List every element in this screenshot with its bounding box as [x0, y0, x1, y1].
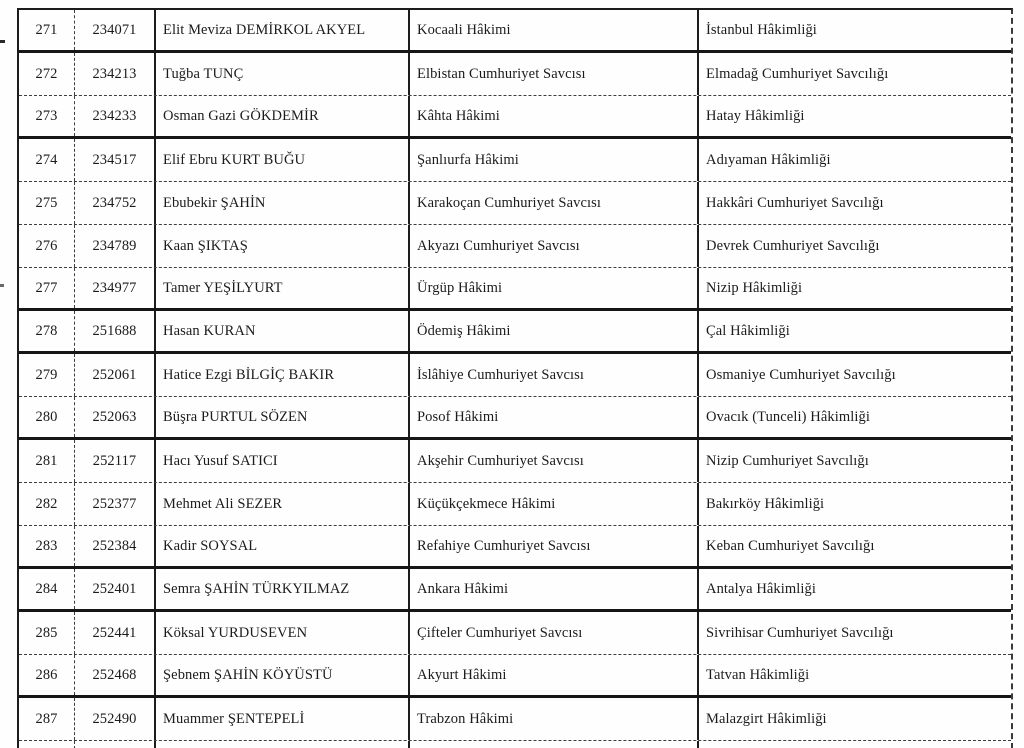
- assigned-post-cell: Elmadağ Cumhuriyet Savcılığı: [706, 65, 889, 82]
- assigned-post-cell: [699, 741, 1011, 748]
- assigned-post-cell: Osmaniye Cumhuriyet Savcılığı: [706, 366, 896, 383]
- assigned-post-cell: Keban Cumhuriyet Savcılığı: [706, 537, 875, 554]
- name-cell: Tamer YEŞİLYURT: [156, 268, 410, 308]
- scan-artifact: [0, 284, 4, 287]
- assigned-post-cell: Devrek Cumhuriyet Savcılığı: [706, 237, 880, 254]
- registry-number-cell: 251688: [75, 311, 156, 351]
- table-row: [19, 53, 1011, 96]
- table-row: [19, 354, 1011, 397]
- table-row: [19, 139, 1011, 182]
- assigned-post-cell: Hakkâri Cumhuriyet Savcılığı: [706, 194, 884, 211]
- registry-number-cell: 252061: [75, 354, 156, 396]
- current-post-cell: Şanlıurfa Hâkimi: [410, 139, 699, 181]
- row-number-cell: 277: [19, 268, 75, 308]
- name-cell: Tuğba TUNÇ: [156, 53, 410, 95]
- row-number-cell: 275: [19, 182, 75, 224]
- table-row: [19, 698, 1011, 741]
- registry-number-cell: 234517: [75, 139, 156, 181]
- registry-number-cell: 252490: [75, 698, 156, 740]
- name-cell: Muammer ŞENTEPELİ: [156, 698, 410, 740]
- assigned-post-cell: Tatvan Hâkimliği: [706, 666, 810, 683]
- name-cell: Osman Gazi GÖKDEMİR: [156, 96, 410, 136]
- assignment-table-body: [19, 10, 1011, 741]
- name-cell: Ebubekir ŞAHİN: [156, 182, 410, 224]
- table-row: [19, 655, 1011, 698]
- name-cell: Elif Ebru KURT BUĞU: [156, 139, 410, 181]
- next-row-partial: [19, 741, 1011, 748]
- assigned-post-cell: Çal Hâkimliği: [706, 322, 790, 339]
- row-number-cell: 276: [19, 225, 75, 267]
- current-post-cell: Posof Hâkimi: [410, 397, 699, 437]
- current-post-cell: Küçükçekmece Hâkimi: [410, 483, 699, 525]
- table-row: [19, 10, 1011, 53]
- assigned-post-cell: Antalya Hâkimliği: [706, 580, 817, 597]
- row-number-cell: 271: [19, 10, 75, 50]
- assigned-post-cell: Bakırköy Hâkimliği: [706, 495, 825, 512]
- current-post-cell: Ödemiş Hâkimi: [410, 311, 699, 351]
- assignment-table: [17, 8, 1013, 748]
- registry-number-cell: 234789: [75, 225, 156, 267]
- name-cell: Kaan ŞIKTAŞ: [156, 225, 410, 267]
- registry-number-cell: [75, 741, 156, 748]
- registry-number-cell: 234977: [75, 268, 156, 308]
- current-post-cell: Akyazı Cumhuriyet Savcısı: [410, 225, 699, 267]
- row-number-cell: 281: [19, 440, 75, 482]
- assigned-post-cell: Nizip Cumhuriyet Savcılığı: [706, 452, 869, 469]
- row-number-cell: 279: [19, 354, 75, 396]
- table-row: [19, 225, 1011, 268]
- table-row: [19, 440, 1011, 483]
- scan-artifact: [0, 40, 5, 43]
- table-row: [19, 96, 1011, 139]
- assigned-post-cell: Adıyaman Hâkimliği: [706, 151, 831, 168]
- name-cell: Kadir SOYSAL: [156, 526, 410, 566]
- row-number-cell: 286: [19, 655, 75, 695]
- row-number-cell: 280: [19, 397, 75, 437]
- assigned-post-cell: Nizip Hâkimliği: [706, 279, 803, 296]
- assigned-post-cell: Sivrihisar Cumhuriyet Savcılığı: [706, 624, 894, 641]
- row-number-cell: 278: [19, 311, 75, 351]
- current-post-cell: Elbistan Cumhuriyet Savcısı: [410, 53, 699, 95]
- registry-number-cell: 252441: [75, 612, 156, 654]
- row-number-cell: 283: [19, 526, 75, 566]
- table-row: [19, 483, 1011, 526]
- row-number-cell: 274: [19, 139, 75, 181]
- table-row: [19, 526, 1011, 569]
- current-post-cell: Refahiye Cumhuriyet Savcısı: [410, 526, 699, 566]
- name-cell: Hatice Ezgi BİLGİÇ BAKIR: [156, 354, 410, 396]
- registry-number-cell: 234213: [75, 53, 156, 95]
- name-cell: [156, 741, 410, 748]
- name-cell: Elit Meviza DEMİRKOL AKYEL: [156, 10, 410, 50]
- assigned-post-cell: İstanbul Hâkimliği: [706, 21, 817, 38]
- registry-number-cell: 234752: [75, 182, 156, 224]
- table-row: [19, 612, 1011, 655]
- name-cell: Semra ŞAHİN TÜRKYILMAZ: [156, 569, 410, 609]
- assigned-post-cell: Malazgirt Hâkimliği: [706, 710, 827, 727]
- name-cell: Hasan KURAN: [156, 311, 410, 351]
- registry-number-cell: 252468: [75, 655, 156, 695]
- name-cell: Hacı Yusuf SATICI: [156, 440, 410, 482]
- row-number-cell: 285: [19, 612, 75, 654]
- registry-number-cell: 252377: [75, 483, 156, 525]
- row-number-cell: 272: [19, 53, 75, 95]
- table-row: [19, 182, 1011, 225]
- current-post-cell: [410, 741, 699, 748]
- registry-number-cell: 252117: [75, 440, 156, 482]
- name-cell: Büşra PURTUL SÖZEN: [156, 397, 410, 437]
- name-cell: Mehmet Ali SEZER: [156, 483, 410, 525]
- current-post-cell: Çifteler Cumhuriyet Savcısı: [410, 612, 699, 654]
- row-number-cell: 282: [19, 483, 75, 525]
- registry-number-cell: 234233: [75, 96, 156, 136]
- table-row: [19, 569, 1011, 612]
- registry-number-cell: 252401: [75, 569, 156, 609]
- row-number-cell: 287: [19, 698, 75, 740]
- table-row: [19, 268, 1011, 311]
- registry-number-cell: 252063: [75, 397, 156, 437]
- name-cell: Şebnem ŞAHİN KÖYÜSTÜ: [156, 655, 410, 695]
- current-post-cell: İslâhiye Cumhuriyet Savcısı: [410, 354, 699, 396]
- name-cell: Köksal YURDUSEVEN: [156, 612, 410, 654]
- table-row: [19, 397, 1011, 440]
- current-post-cell: Trabzon Hâkimi: [410, 698, 699, 740]
- current-post-cell: Ürgüp Hâkimi: [410, 268, 699, 308]
- row-number-cell: 284: [19, 569, 75, 609]
- assigned-post-cell: Ovacık (Tunceli) Hâkimliği: [706, 408, 870, 425]
- row-number-cell: 273: [19, 96, 75, 136]
- current-post-cell: Ankara Hâkimi: [410, 569, 699, 609]
- current-post-cell: Akyurt Hâkimi: [410, 655, 699, 695]
- current-post-cell: Akşehir Cumhuriyet Savcısı: [410, 440, 699, 482]
- current-post-cell: Kâhta Hâkimi: [410, 96, 699, 136]
- table-row: [19, 311, 1011, 354]
- current-post-cell: Kocaali Hâkimi: [410, 10, 699, 50]
- assigned-post-cell: Hatay Hâkimliği: [706, 107, 805, 124]
- registry-number-cell: 252384: [75, 526, 156, 566]
- current-post-cell: Karakoçan Cumhuriyet Savcısı: [410, 182, 699, 224]
- row-number-cell: [19, 741, 75, 748]
- registry-number-cell: 234071: [75, 10, 156, 50]
